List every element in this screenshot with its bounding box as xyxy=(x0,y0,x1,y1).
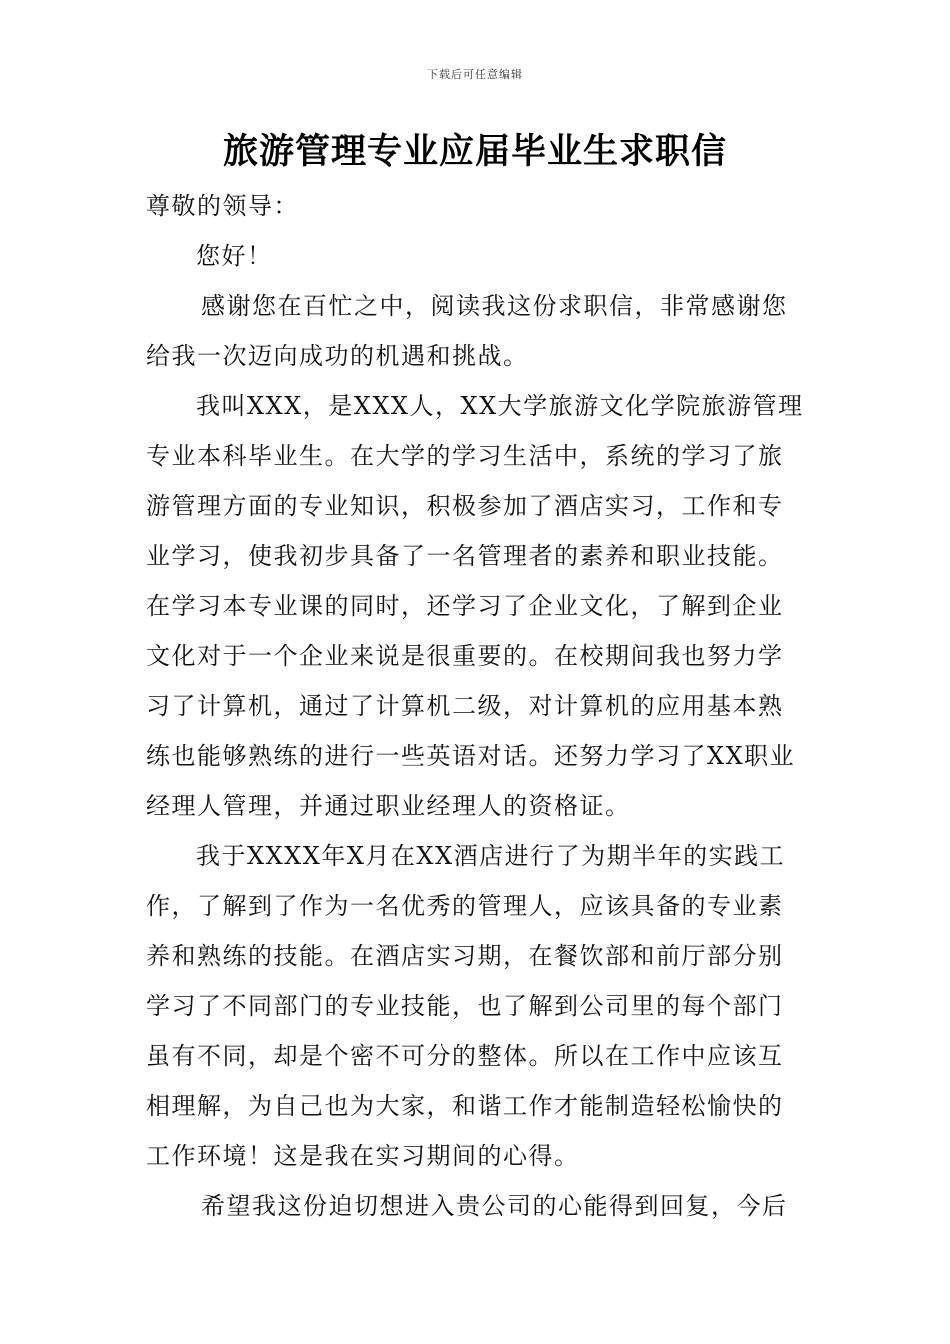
paragraph-internship: 我于XXXX年X月在XX酒店进行了为期半年的实践工作，了解到了作为一名优秀的管理人，应该具备的专业素养和熟练的技能。在酒店实习期，在餐饮部和前厅部分别学习了不同部门的专业技能，也了解到公司里的每个部门虽有不同，却是个密不可分的整体。所以在工作中应该互相理解，为自己也为大家，和谐工作才能制造轻松愉快的工作环境！这是我在实习期间的心得。 xyxy=(146,842,786,1170)
salutation: 尊敬的领导： xyxy=(146,192,299,220)
paragraph-introduction: 我叫XXX，是XXX人，XX大学旅游文化学院旅游管理专业本科毕业生。在大学的学习生活中，系统的学习了旅游管理方面的专业知识，积极参加了酒店实习，工作和专业学习，使我初步具备了一名管理者的素养和职业技能。在学习本专业课的同时，还学习了企业文化，了解到企业文化对于一个企业来说是很重要的。在校期间我也努力学习了计算机，通过了计算机二级，对计算机的应用基本熟练也能够熟练的进行一些英语对话。还努力学习了XX职业经理人管理，并通过职业经理人的资格证。 xyxy=(146,392,804,820)
document-title: 旅游管理专业应届毕业生求职信 xyxy=(222,132,727,172)
greeting: 您好！ xyxy=(196,242,273,270)
paragraph-closing: 希望我这份迫切想进入贵公司的心能得到回复，今后 xyxy=(201,1192,788,1220)
header-note: 下载后可任意编辑 xyxy=(427,68,523,81)
letter-body xyxy=(146,181,808,1231)
paragraph-thanks: 感谢您在百忙之中，阅读我这份求职信，非常感谢您给我一次迈向成功的机遇和挑战。 xyxy=(146,292,788,370)
